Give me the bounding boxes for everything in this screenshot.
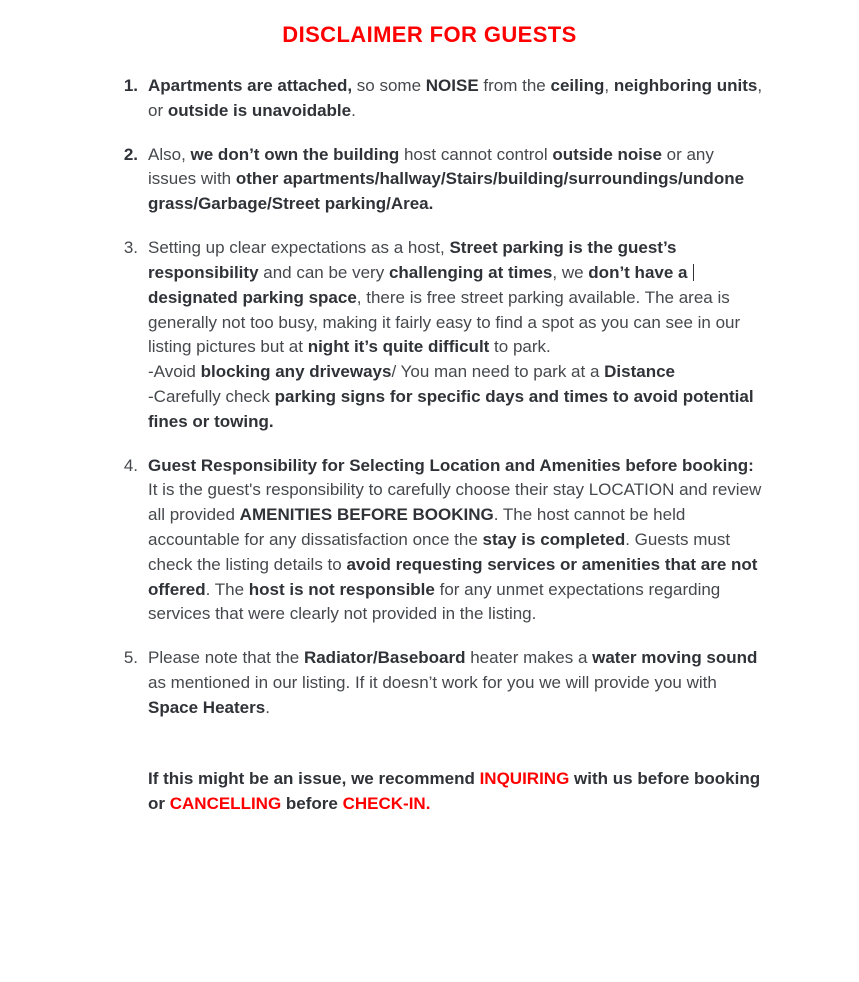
list-item-text [148, 76, 762, 120]
list-item-marker: 4. [123, 455, 138, 475]
text-run: . [265, 697, 270, 717]
emphasis-text: challenging at times [388, 262, 553, 282]
list-item-marker: 5. [123, 648, 138, 668]
text-run: / You man need to park at a [391, 362, 605, 382]
document-page [0, 22, 859, 982]
emphasis-text: Radiator/Baseboard [303, 648, 466, 668]
emphasis-text: outside noise [552, 144, 662, 164]
emphasis-text: Street parking is the guest’s responsibility [148, 238, 677, 282]
emphasis-text: Apartments are attached, [148, 76, 353, 95]
list-item-marker: 1. [123, 76, 138, 95]
highlight-text: INQUIRING [479, 768, 570, 788]
list-item-text [148, 456, 761, 624]
list-item-marker: 2. [123, 144, 138, 164]
page-title: DISCLAIMER FOR GUESTS [282, 22, 577, 47]
text-run: , there is free street parking available. The area is generally not too busy, making it fairly easy to find a spot as you can see in our listing pictures but at [148, 287, 741, 357]
list-item [108, 646, 764, 720]
list-item-text [148, 145, 744, 214]
list-item [108, 143, 764, 217]
emphasis-text: Space Heaters [148, 697, 266, 717]
emphasis-text: night it’s quite difficult [307, 337, 490, 357]
text-run: , we [552, 262, 589, 282]
emphasis-text: water moving sound [592, 648, 758, 668]
emphasis-text: host is not responsible [248, 579, 435, 599]
text-run: -Carefully check [148, 386, 275, 406]
text-run: and can be very [258, 262, 389, 282]
emphasis-text: neighboring units [613, 76, 758, 95]
footer-recommendation [148, 767, 764, 817]
text-run: . The host cannot be held accountable for any dissatisfaction once the [148, 505, 686, 549]
emphasis-text: stay is completed [482, 530, 626, 549]
page-right-margin [855, 22, 859, 982]
text-run: . [351, 100, 356, 120]
text-run: -Avoid [148, 362, 201, 382]
emphasis-text: with us before booking or [148, 768, 761, 813]
text-run: host cannot control [399, 144, 553, 164]
text-run: Also, [148, 144, 191, 164]
disclaimer-list [108, 74, 764, 721]
emphasis-text: Distance [604, 362, 676, 382]
emphasis-text: designated parking space [148, 287, 357, 307]
text-run: It is the guest's responsibility to carefully choose their stay LOCATION and review all provided [148, 480, 762, 525]
emphasis-text: ceiling [550, 76, 605, 95]
list-item [108, 454, 764, 628]
text-cursor [693, 264, 694, 281]
emphasis-text: If this might be an issue, we recommend [148, 768, 480, 788]
highlight-text: CHECK-IN. [342, 793, 431, 813]
list-item-marker: 3. [123, 238, 138, 258]
page-left-margin [0, 22, 4, 982]
list-item-text [148, 648, 757, 717]
list-item-text [148, 238, 754, 431]
document-body [108, 74, 764, 721]
emphasis-text: outside is unavoidable [167, 100, 352, 120]
text-run: to park. [489, 337, 551, 357]
text-run: , [604, 76, 614, 95]
highlight-text: CANCELLING [169, 793, 282, 813]
emphasis-text: other apartments/hallway/Stairs/building/surroundings/undone grass/Garbage/Street parking/Area. [148, 169, 745, 214]
text-run: , or [148, 76, 763, 120]
text-run: or any issues with [148, 144, 714, 189]
text-run: Setting up clear expectations as a host, [148, 238, 450, 258]
emphasis-text: we don’t own the building [190, 144, 400, 164]
text-run [687, 263, 692, 282]
text-run: heater makes a [465, 648, 593, 668]
list-item [108, 74, 764, 124]
emphasis-text: avoid requesting services or amenities that are not offered [148, 554, 758, 599]
emphasis-text: don’t have a [588, 262, 688, 282]
text-run: Please note that the [148, 648, 304, 668]
text-run: so some [352, 76, 426, 95]
emphasis-text: NOISE [425, 76, 479, 95]
emphasis-text: parking signs for specific days and times to avoid potential fines or towing. [148, 386, 754, 431]
text-run: . The [205, 579, 249, 599]
text-run: . Guests must check the listing details to [148, 530, 731, 574]
text-run: as mentioned in our listing. If it doesn’t work for you we will provide you with [148, 673, 717, 693]
emphasis-text: before [281, 793, 343, 813]
text-run: for any unmet expectations regarding services that were clearly not provided in the listing. [148, 579, 721, 624]
emphasis-text: blocking any driveways [200, 362, 392, 382]
text-run: from the [478, 76, 551, 95]
list-item [108, 236, 764, 435]
emphasis-text: Guest Responsibility for Selecting Location and Amenities before booking: [148, 455, 754, 475]
emphasis-text: AMENITIES BEFORE BOOKING [239, 505, 494, 525]
